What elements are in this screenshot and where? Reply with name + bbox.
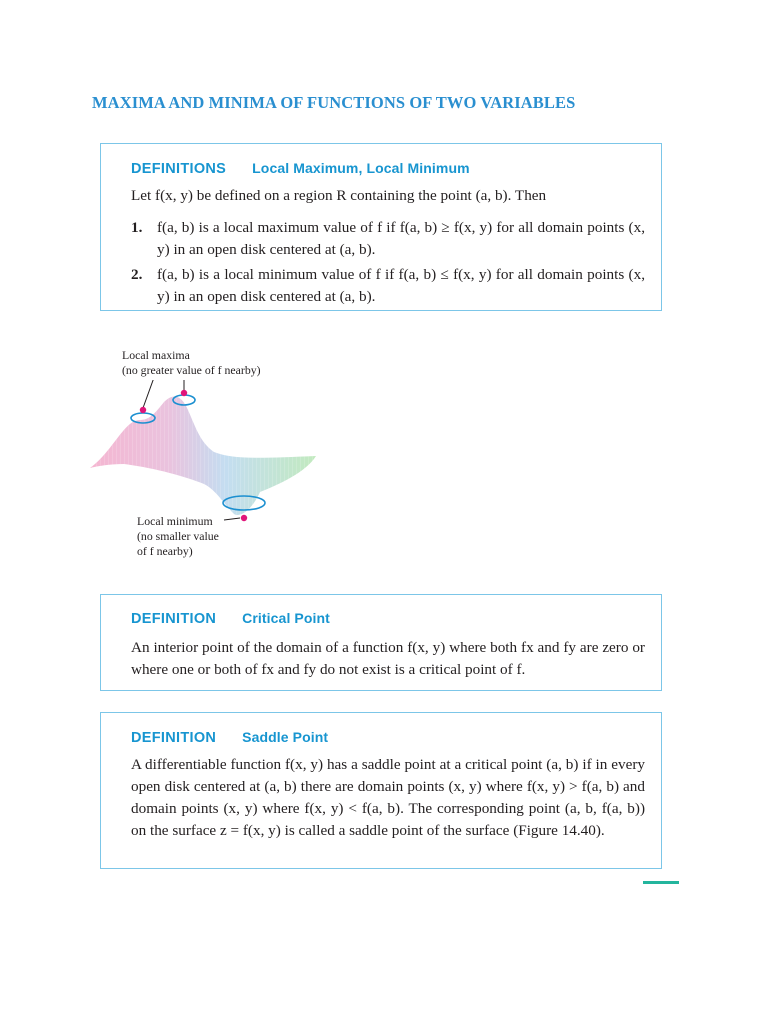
definition-keyword: DEFINITION bbox=[131, 611, 217, 627]
definition-box-local-max-min bbox=[100, 143, 662, 311]
definition-box-saddle-point bbox=[100, 712, 662, 869]
definition-heading bbox=[131, 611, 645, 627]
definition-subtitle: Local Maximum, Local Minimum bbox=[252, 160, 470, 176]
label-line: of f nearby) bbox=[137, 544, 193, 558]
definition-subtitle: Critical Point bbox=[242, 610, 330, 626]
definition-heading bbox=[131, 730, 645, 746]
definition-heading bbox=[131, 161, 645, 177]
definition-text: A differentiable function f(x, y) has a saddle point at a critical point (a, b) if in every open disk centered at (a, b) there are domain points (x, y) where f(x, y) > f(a, b) and domain points (x, y) where f(x, y) < f(a, b). The corresponding point (a, b, f(a, b)) on the surface z = f(x, y) is called a saddle point of the surface (Figure 14.40). bbox=[131, 755, 645, 839]
item-number: 2. bbox=[131, 265, 143, 283]
definition-intro bbox=[131, 185, 645, 207]
definition-item-2 bbox=[131, 264, 645, 308]
definition-item-1 bbox=[131, 217, 645, 261]
definition-box-critical-point bbox=[100, 594, 662, 691]
item-number: 1. bbox=[131, 218, 143, 236]
definition-intro-text: Let f(x, y) be defined on a region R containing the point (a, b). Then bbox=[131, 186, 547, 204]
local-max-marker-icon bbox=[140, 407, 146, 413]
page-title: MAXIMA AND MINIMA OF FUNCTIONS OF TWO VARIABLES bbox=[92, 93, 576, 112]
definition-keyword: DEFINITIONS bbox=[131, 161, 227, 177]
label-line: (no greater value of f nearby) bbox=[122, 363, 261, 377]
definition-subtitle: Saddle Point bbox=[242, 729, 329, 745]
item-text: f(a, b) is a local minimum value of f if f(a, b) ≤ f(x, y) for all domain points (x, y) in an open disk centered at (a, b). bbox=[157, 265, 645, 305]
surface-figure bbox=[84, 380, 324, 530]
local-min-marker-icon bbox=[241, 515, 247, 521]
page-corner-mark bbox=[643, 881, 679, 884]
label-line: Local minimum bbox=[137, 514, 213, 528]
definition-keyword: DEFINITION bbox=[131, 730, 217, 746]
local-max-marker-icon bbox=[181, 390, 187, 396]
label-line: Local maxima bbox=[122, 348, 190, 362]
definition-text: An interior point of the domain of a function f(x, y) where both fx and fy are zero or where one or both of fx and fy do not exist is a critical point of f. bbox=[131, 638, 645, 678]
local-minimum-label bbox=[137, 514, 219, 559]
item-text: f(a, b) is a local maximum value of f if f(a, b) ≥ f(x, y) for all domain points (x, y) in an open disk centered at (a, b). bbox=[157, 218, 645, 258]
local-maxima-label bbox=[122, 348, 261, 378]
label-line: (no smaller value bbox=[137, 529, 219, 543]
